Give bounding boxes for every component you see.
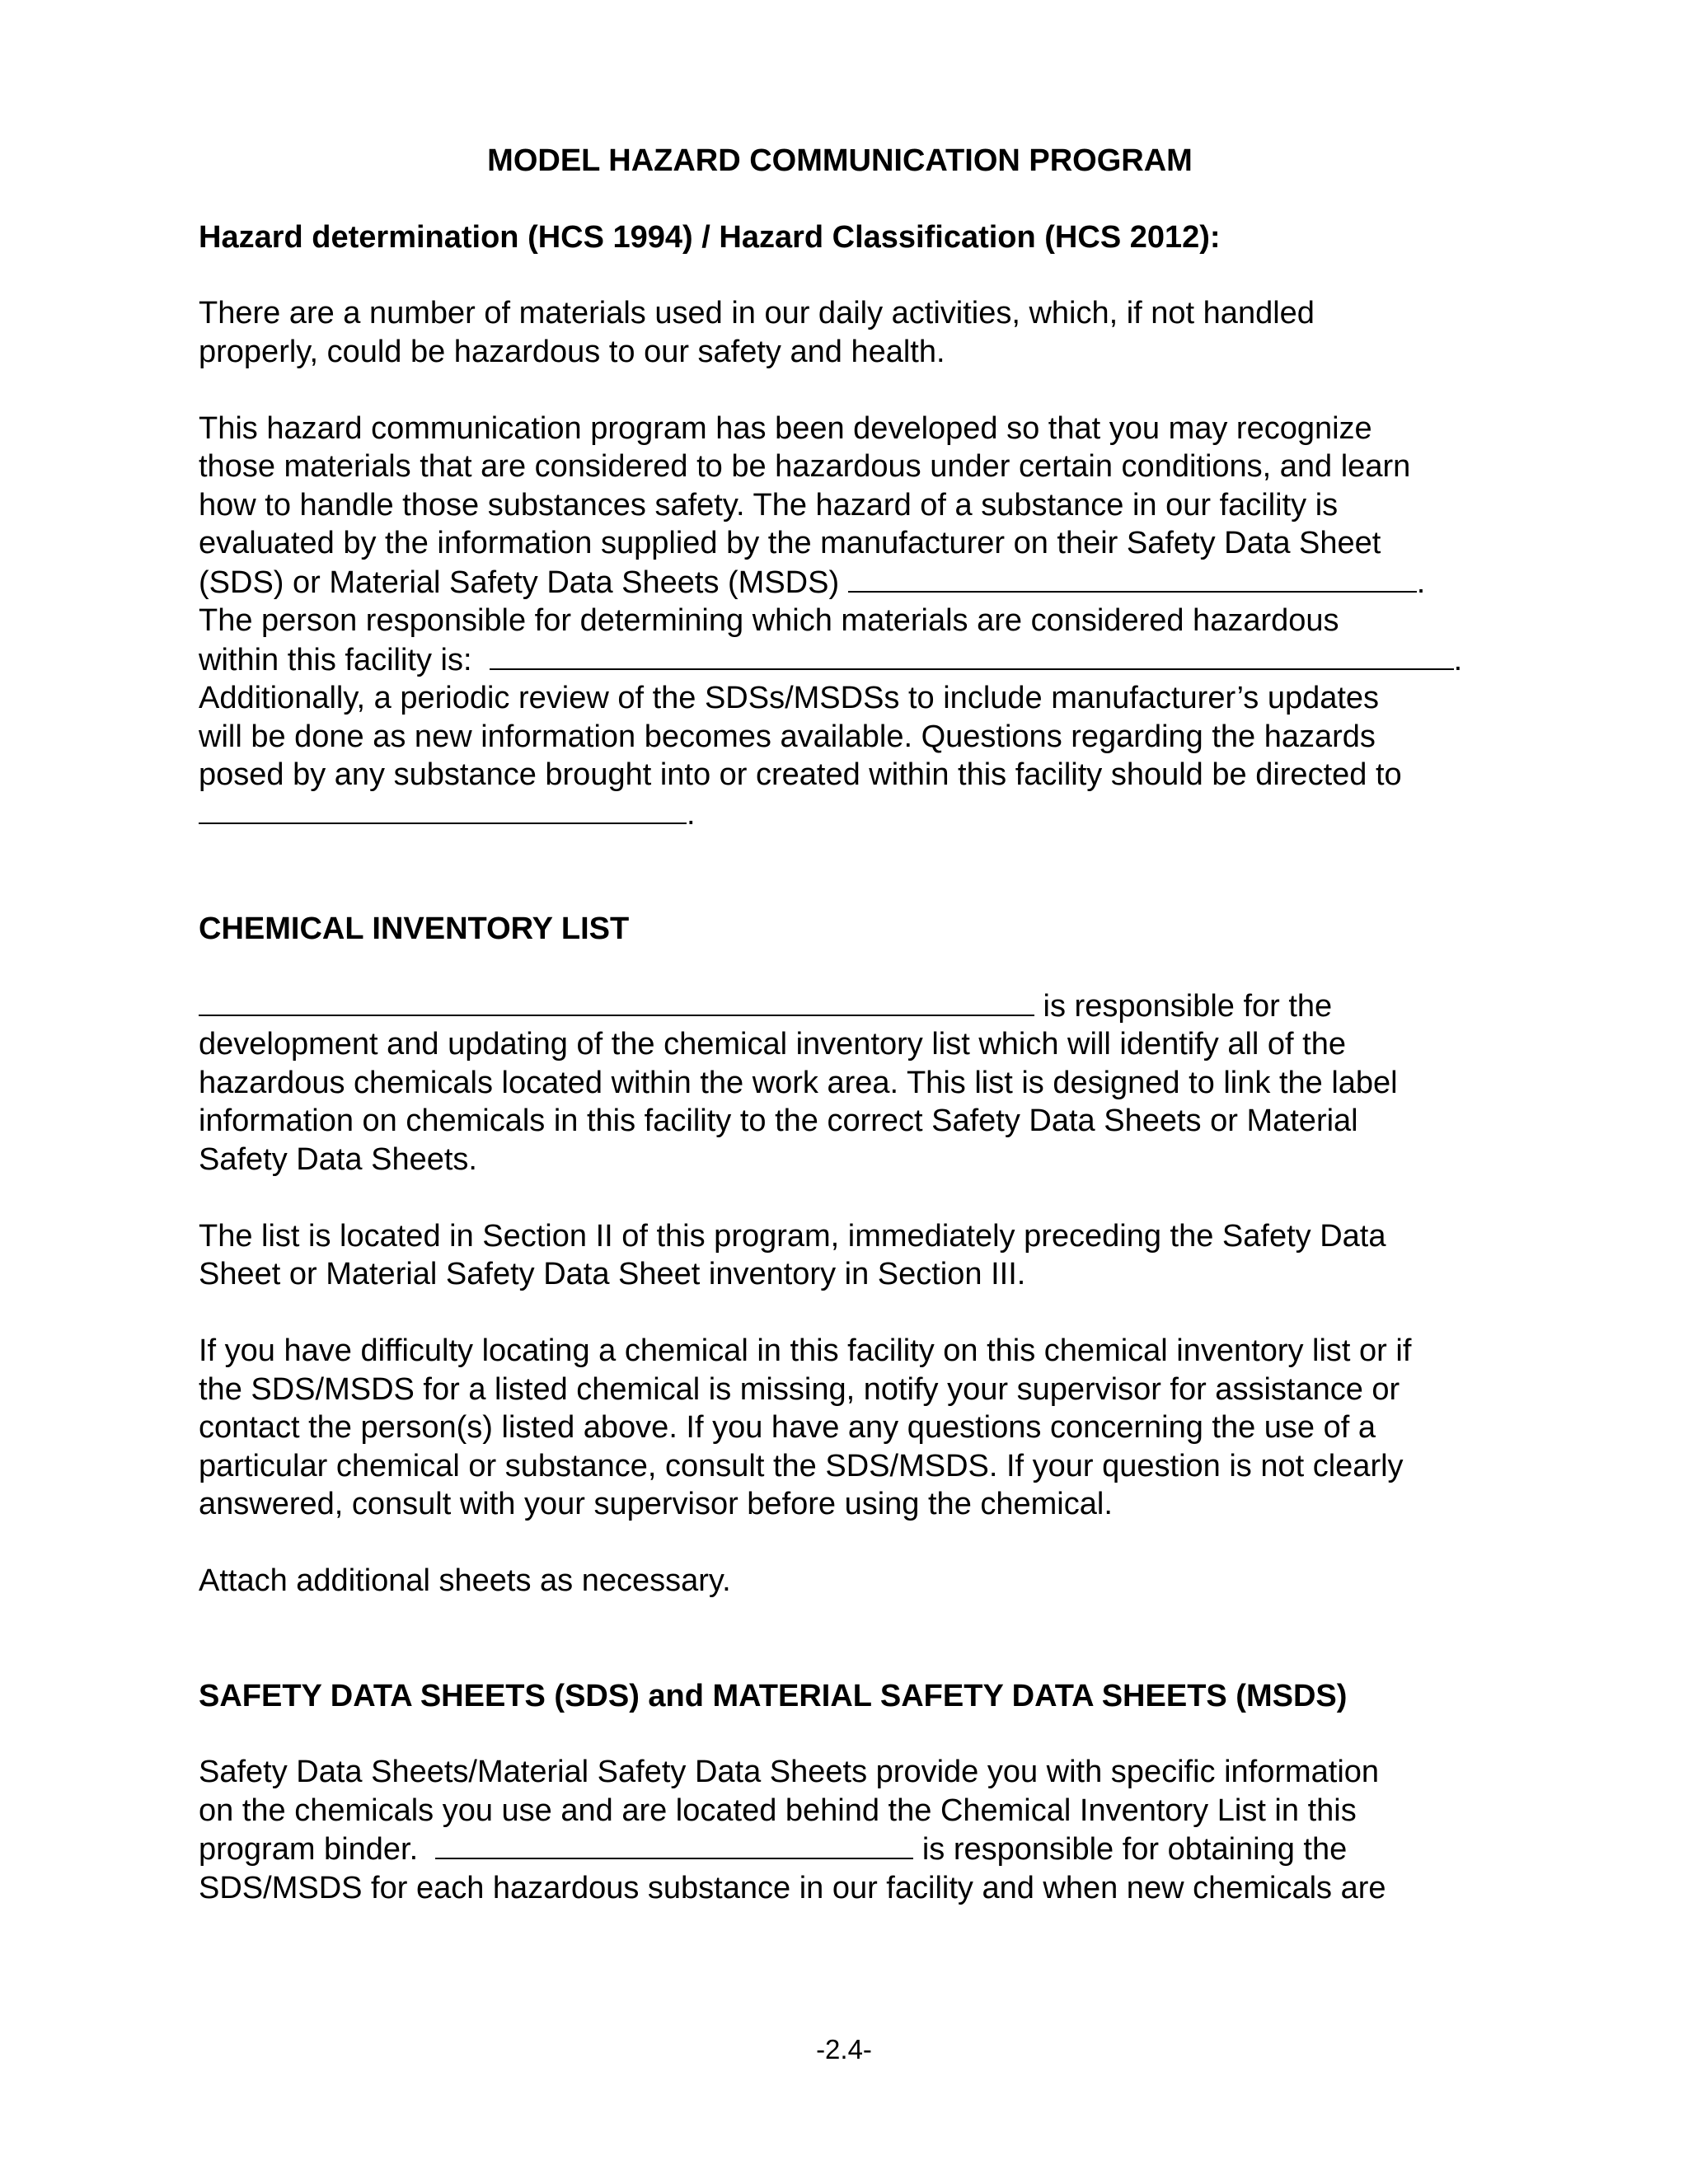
text-line: Safety Data Sheets. <box>199 1141 477 1177</box>
text-line-directed <box>199 794 1484 834</box>
text-line: contact the person(s) listed above. If you have any questions concerning the use of a <box>199 1410 1376 1445</box>
text-line: the SDS/MSDS for a listed chemical is missing, notify your supervisor for assistance or <box>199 1371 1400 1407</box>
text-line: Safety Data Sheets/Material Safety Data Sheets provide you with specific information <box>199 1755 1380 1789</box>
text-line: answered, consult with your supervisor before using the chemical. <box>199 1487 1113 1521</box>
fill-in-blank-sds-obtaining[interactable] <box>435 1830 913 1859</box>
section-heading-safety-data-sheets: SAFETY DATA SHEETS (SDS) and MATERIAL SAFETY DATA SHEETS (MSDS) <box>199 1678 1348 1713</box>
text-line: how to handle those substances safety. The hazard of a substance in our facility is <box>199 487 1339 523</box>
text-line: SDS/MSDS for each hazardous substance in our facility and when new chemicals are <box>199 1870 1386 1905</box>
fill-in-blank-responsible-person[interactable] <box>490 640 1454 670</box>
fill-in-blank-inventory-responsible[interactable] <box>199 987 1034 1016</box>
text-line: evaluated by the information supplied by the manufacturer on their Safety Data Sheet <box>199 526 1381 560</box>
text-fragment: (SDS) or Material Safety Data Sheets (MSDS) <box>199 565 840 600</box>
text-line: The person responsible for determining which materials are considered hazardous <box>199 603 1339 638</box>
text-line-inventory-responsible <box>199 987 1484 1026</box>
text-line: The list is located in Section II of this program, immediately preceding the Safety Data <box>199 1218 1386 1254</box>
paragraph-intro <box>199 294 1484 371</box>
text-fragment: . <box>1453 642 1463 677</box>
paragraph-difficulty-locating <box>199 1332 1484 1524</box>
text-line: particular chemical or substance, consult the SDS/MSDS. If your question is not clearly <box>199 1448 1404 1483</box>
text-fragment: . <box>1416 565 1426 600</box>
text-line: those materials that are considered to be hazardous under certain conditions, and learn <box>199 449 1411 484</box>
page-number: -2.4- <box>816 2034 872 2064</box>
paragraph-inventory-responsibility <box>199 987 1484 1179</box>
fill-in-blank-sds-location[interactable] <box>848 563 1417 593</box>
text-line-sds <box>199 563 1484 602</box>
text-line: If you have difficulty locating a chemical in this facility on this chemical inventory list or if <box>199 1333 1412 1368</box>
text-line-responsible <box>199 640 1484 680</box>
text-line: hazardous chemicals located within the work area. This list is designed to link the label <box>199 1065 1398 1100</box>
paragraph-hazard-program <box>199 410 1484 834</box>
paragraph-list-location <box>199 1217 1484 1294</box>
text-line: There are a number of materials used in our daily activities, which, if not handled <box>199 296 1315 330</box>
paragraph-attach-sheets <box>199 1562 1484 1601</box>
text-line-binder <box>199 1830 1484 1869</box>
document-title: MODEL HAZARD COMMUNICATION PROGRAM <box>487 143 1193 178</box>
text-line: information on chemicals in this facility to the correct Safety Data Sheets or Material <box>199 1104 1358 1138</box>
text-fragment: is responsible for obtaining the <box>913 1832 1348 1867</box>
text-line: Attach additional sheets as necessary. <box>199 1563 731 1598</box>
text-line: Sheet or Material Safety Data Sheet inventory in Section III. <box>199 1257 1026 1291</box>
text-line: This hazard communication program has been developed so that you may recognize <box>199 410 1372 446</box>
text-line: properly, could be hazardous to our safety and health. <box>199 334 945 369</box>
text-line: Additionally, a periodic review of the SDSs/MSDSs to include manufacturer’s updates <box>199 681 1380 715</box>
section-heading-hazard-determination: Hazard determination (HCS 1994) / Hazard Classification (HCS 2012): <box>199 219 1221 255</box>
section-heading-chemical-inventory: CHEMICAL INVENTORY LIST <box>199 912 630 946</box>
text-line: on the chemicals you use and are located behind the Chemical Inventory List in this <box>199 1793 1357 1828</box>
text-fragment: is responsible for the <box>1034 988 1333 1024</box>
text-fragment: program binder. <box>199 1832 436 1867</box>
text-fragment: . <box>687 796 696 832</box>
fill-in-blank-questions-contact[interactable] <box>199 794 687 824</box>
text-line: development and updating of the chemical inventory list which will identify all of the <box>199 1027 1346 1062</box>
text-line: posed by any substance brought into or created within this facility should be directed to <box>199 757 1402 792</box>
document-body <box>199 142 1484 1907</box>
paragraph-sds-info <box>199 1753 1484 1907</box>
text-fragment: within this facility is: <box>199 642 472 677</box>
text-line: will be done as new information becomes available. Questions regarding the hazards <box>199 719 1376 754</box>
